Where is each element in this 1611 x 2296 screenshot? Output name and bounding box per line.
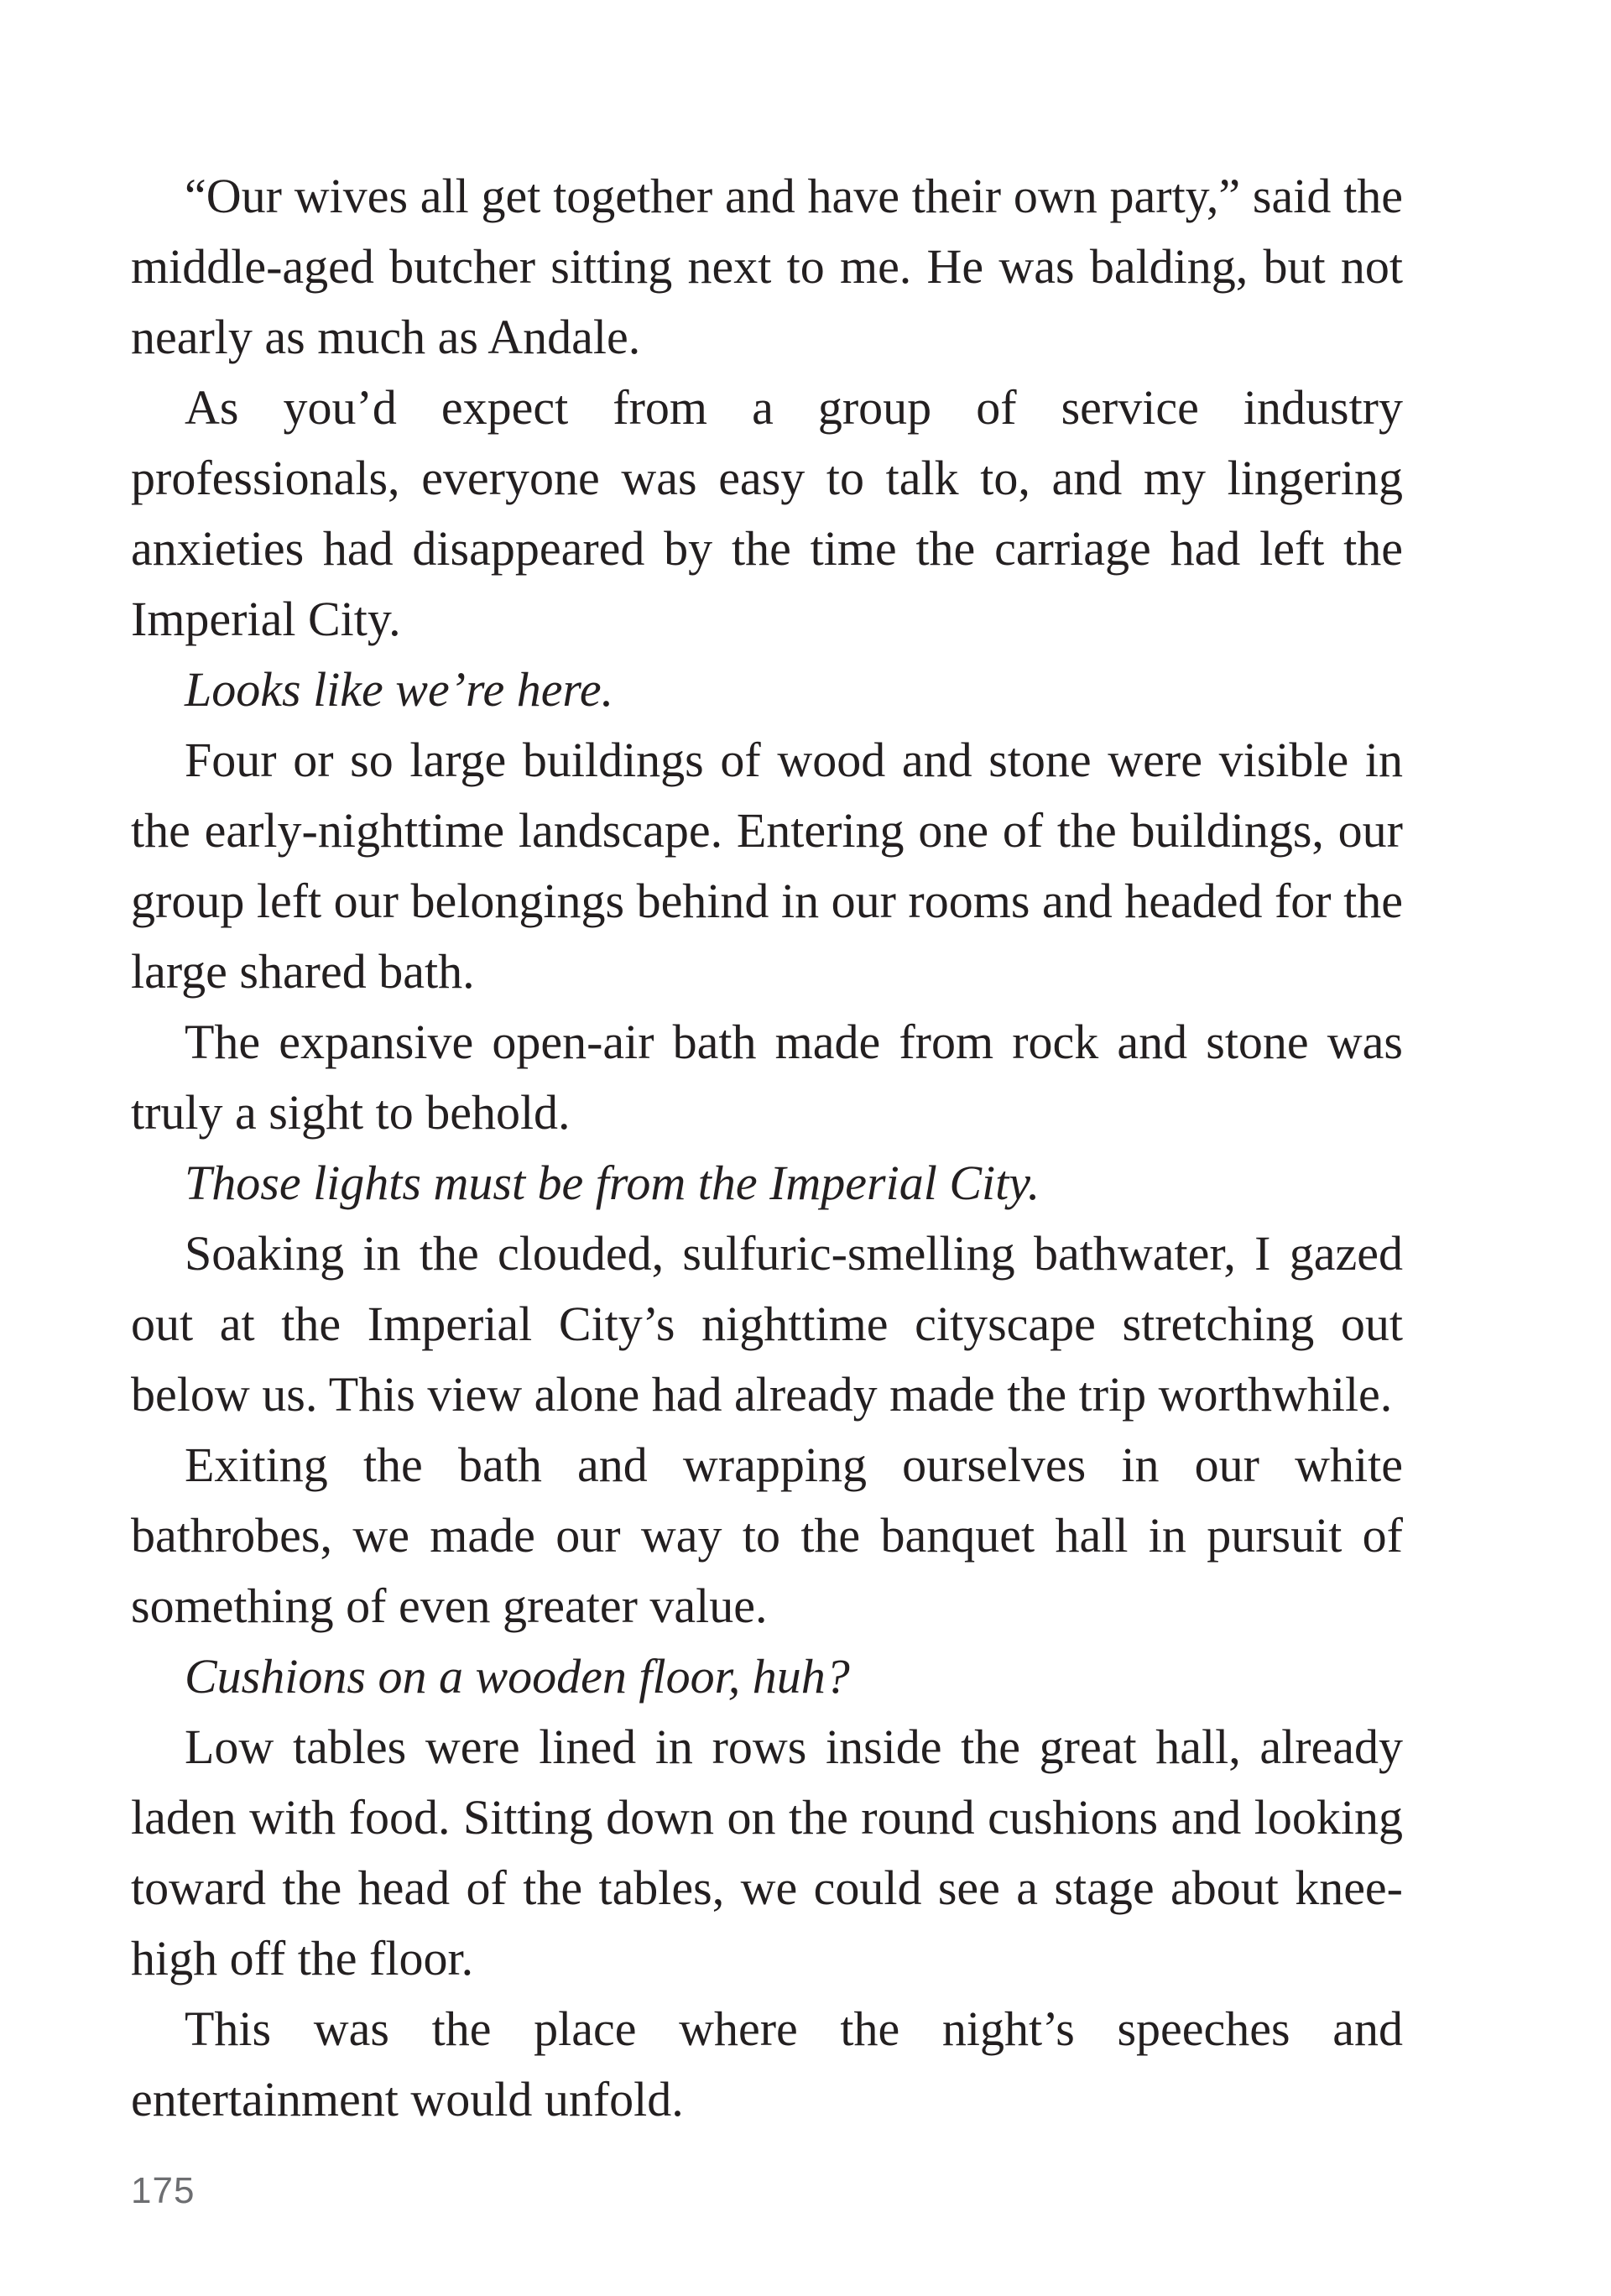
italic-thought: Cushions on a wooden floor, huh?	[185, 1649, 850, 1704]
page-body	[131, 161, 1403, 2135]
paragraph: “Our wives all get together and have their own party,” said the middle-aged butcher sitting next to me. He was balding, but not nearly as much as Andale.	[131, 169, 1403, 364]
paragraph: Soaking in the clouded, sulfuric-smelling bathwater, I gazed out at the Imperial City’s nighttime cityscape stretching out below us. This view alone had already made the trip worthwhile.	[131, 1226, 1403, 1422]
paragraph: As you’d expect from a group of service industry professionals, everyone was easy to talk to, and my lingering anxieties had disappeared by the time the carriage had left the Imperial City.	[131, 380, 1403, 646]
paragraph: The expansive open-air bath made from rock and stone was truly a sight to behold.	[131, 1015, 1403, 1140]
paragraph: Four or so large buildings of wood and stone were visible in the early-nighttime landscape. Entering one of the buildings, our group left our belongings behind in our rooms and headed for the large shared bath.	[131, 733, 1403, 999]
italic-thought: Those lights must be from the Imperial City.	[185, 1156, 1040, 1210]
paragraph: Low tables were lined in rows inside the great hall, already laden with food. Sitting down on the round cushions and looking toward the head of the tables, we could see a stage about knee-high off the floor.	[131, 1719, 1403, 1986]
paragraph: Exiting the bath and wrapping ourselves in our white bathrobes, we made our way to the banquet hall in pursuit of something of even greater value.	[131, 1438, 1403, 1633]
paragraph: This was the place where the night’s speeches and entertainment would unfold.	[131, 2001, 1403, 2126]
italic-thought: Looks like we’re here.	[185, 662, 614, 717]
page-number: 175	[131, 2170, 196, 2211]
